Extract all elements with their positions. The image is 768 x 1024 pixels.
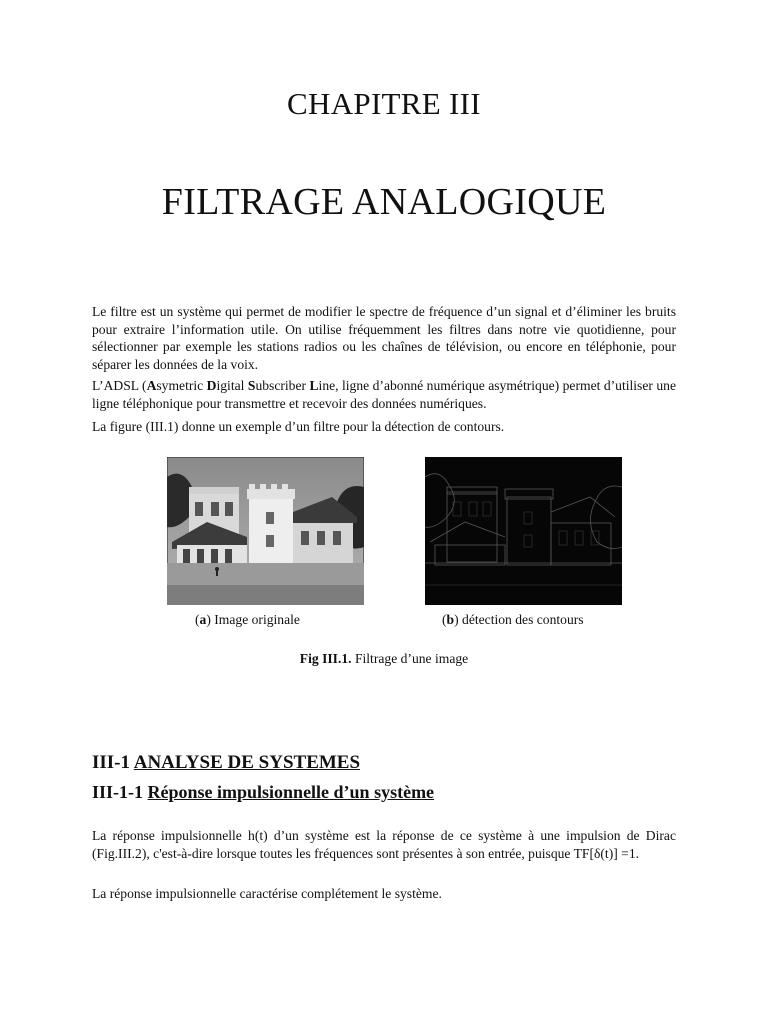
adsl-word-subscriber: ubscriber: [255, 378, 310, 393]
adsl-suffix: ine, ligne d’abonné numérique asymétrique) permet d’utiliser une ligne téléphonique pour transmettre et recevoir des données numériques.: [92, 378, 676, 411]
subsection-title: Réponse impulsionnelle d’un système: [147, 782, 435, 802]
adsl-prefix: L’ADSL (: [92, 378, 147, 393]
figure-title: [0, 651, 768, 667]
figure-title-text: Filtrage d’une image: [351, 651, 469, 666]
impulse-response-paragraph: La réponse impulsionnelle h(t) d’un système est la réponse de ce système à une impulsion de Dirac (Fig.III.2), c'est-à-dire lorsque toutes les fréquences sont présentes à son entrée, puisque TF[δ(t)] =1.: [92, 828, 676, 861]
adsl-letter-s: S: [247, 378, 256, 393]
impulse-response-summary: La réponse impulsionnelle caractérise complétement le système.: [92, 886, 442, 901]
section-title: ANALYSE DE SYSTEMES: [133, 752, 361, 773]
caption-b-label: b: [446, 612, 455, 627]
section-heading: [92, 752, 360, 774]
caption-original-image: (a) Image originale: [195, 612, 300, 627]
figure-title-number: Fig III.1.: [299, 651, 352, 666]
caption-a-label: a: [199, 612, 207, 627]
caption-b-text: détection des contours: [458, 612, 584, 627]
edge-detection-image: [425, 457, 622, 605]
intro-paragraph-adsl: [92, 377, 676, 412]
adsl-letter-a: A: [146, 378, 157, 393]
original-image: [167, 457, 364, 605]
chapter-heading: CHAPITRE III: [287, 86, 481, 121]
subsection-number: III-1-1: [92, 782, 148, 802]
caption-edge-detection: (b) détection des contours: [442, 612, 584, 627]
intro-paragraph-figure-ref: La figure (III.1) donne un exemple d’un filtre pour la détection de contours.: [92, 419, 505, 434]
intro-paragraph-1: Le filtre est un système qui permet de modifier le spectre de fréquence d’un signal et d’éliminer les bruits pour extraire l’information utile. On utilise fréquemment les filtres dans notre vie quotidienne, pour sélectionner par exemple les stations radios ou les chaînes de télévision, ou encore en téléphonie, pour séparer les données de la voix.: [92, 304, 676, 372]
adsl-letter-l: L: [309, 378, 319, 393]
subsection-heading: [92, 782, 434, 803]
caption-a-text: Image originale: [210, 612, 300, 627]
adsl-word-asymmetric: symetric: [156, 378, 207, 393]
adsl-word-digital: igital: [216, 378, 248, 393]
section-number: III-1: [92, 752, 134, 773]
chapter-title: FILTRAGE ANALOGIQUE: [161, 181, 607, 223]
adsl-letter-d: D: [206, 378, 217, 393]
